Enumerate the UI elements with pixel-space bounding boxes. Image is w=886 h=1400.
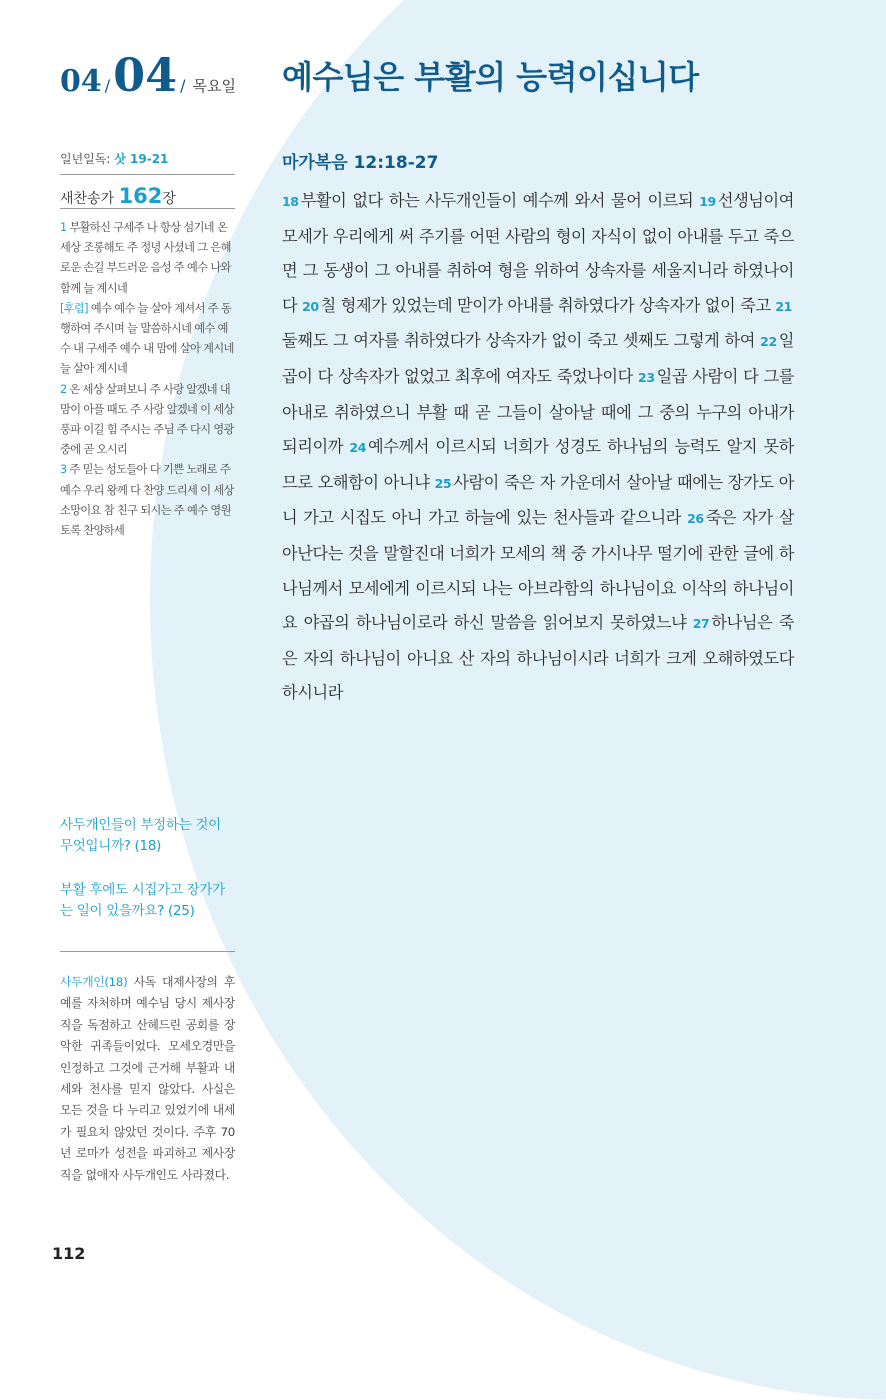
verse-text: 예수께서 이르시되 너희가 성경도 하나님의 능력도 알지 못하므로 오해함이 아니냐 — [282, 437, 794, 492]
verse-number: 26 — [687, 511, 704, 527]
scripture-passage — [282, 184, 794, 711]
verse-number: 21 — [775, 298, 792, 314]
verse-number: 20 — [302, 298, 319, 314]
verse-text: 하나님은 죽은 자의 하나님이 아니요 산 자의 하나님이시라 너희가 크게 오해하였도다 하시니라 — [282, 613, 794, 703]
verse-number: 24 — [349, 440, 366, 456]
verse-text: 죽은 자가 살아난다는 것을 말할진대 너희가 모세의 책 중 가시나무 떨기에 관한 글에 하나님께서 모세에게 이르시되 나는 아브라함의 하나님이요 이삭의 하나님이요 야곱의 하나님이로라 하신 말씀을 읽어보지 못하였느냐 — [282, 508, 795, 633]
divider — [60, 951, 235, 952]
date-weekday: 목요일 — [192, 77, 237, 95]
question: 부활 후에도 시집가고 장가가는 일이 있을까요? (25) — [60, 882, 225, 919]
date-separator: / — [104, 76, 111, 95]
verse-text: 부활이 없다 하는 사두개인들이 예수께 와서 물어 이르되 — [300, 191, 694, 210]
divider — [60, 174, 235, 175]
hymn-label: 새찬송가 — [60, 191, 115, 207]
hymn-title — [60, 184, 235, 208]
scripture-text — [282, 184, 794, 711]
verse-number: 18 — [282, 194, 299, 209]
hymn-verse-text: 온 세상 살펴보니 주 사랑 알겠네 내 맘이 아플 때도 주 사랑 알겠네 이 세상 풍파 이길 힘 주시는 주님 주 다시 영광 중에 곧 오시리 — [60, 382, 234, 457]
page-title: 예수님은 부활의 능력이십니다 — [282, 58, 699, 96]
verse-text: 일곱이 다 상속자가 없었고 최후에 여자도 죽었나이다 — [282, 331, 794, 386]
date-day: 04 — [113, 48, 178, 102]
hymn-number: 162 — [118, 184, 163, 208]
verse-text: 선생님이여 모세가 우리에게 써 주기를 어떤 사람의 형이 자식이 없이 아내를 두고 죽으면 그 동생이 그 아내를 취하여 형을 위하여 상속자를 세울지니라 하였나이다 — [282, 191, 795, 315]
verse-number: 23 — [638, 369, 655, 385]
verse-text: 칠 형제가 있었는데 맏이가 아내를 취하였다가 상속자가 없이 죽고 — [320, 295, 771, 315]
verse-number: 25 — [434, 475, 452, 491]
hymn-verse — [60, 460, 235, 541]
glossary-text: 사독 대제사장의 후예를 자처하며 예수님 당시 제사장직을 독점하고 산헤드린 공회를 장악한 귀족들이었다. 모세오경만을 인정하고 그것에 근거해 부활과 내세와 천사를 믿지 않았다. 사실은 모든 것을 다 누리고 있었기에 내세가 필요치 않았던 것이다. 주후 70년 로마가 성전을 파괴하고 제사장직을 없애자 사두개인도 사라졌다. — [60, 975, 236, 1182]
verse-number: 22 — [760, 334, 777, 350]
hymn-verse-text: 예수 예수 늘 살아 계셔서 주 동행하여 주시며 늘 말씀하시네 예수 예수 내 구세주 예수 내 맘에 살아 계시네 늘 살아 계시네 — [60, 301, 234, 376]
glossary-term: 사두개인(18) — [60, 975, 128, 989]
date-separator: / — [180, 76, 186, 95]
hymn-verse-number: 3 — [60, 463, 67, 477]
hymn-verse — [60, 299, 235, 380]
question: 사두개인들이 부정하는 것이 무엇입니까? (18) — [60, 817, 221, 854]
verse-text: 사람이 죽은 자 가운데서 살아날 때에는 장가도 아니 가고 시집도 아니 가고 하늘에 있는 천사들과 같으니라 — [282, 472, 794, 528]
verse-text: 둘째도 그 여자를 취하였다가 상속자가 없이 죽고 셋째도 그렇게 하여 — [282, 331, 755, 351]
glossary-note — [60, 972, 235, 1186]
hymn-lyrics — [60, 218, 235, 541]
hymn-verse — [60, 380, 235, 461]
scripture-reference: 마가복음 12:18-27 — [282, 153, 439, 173]
hymn-suffix: 장 — [162, 191, 176, 207]
annual-reading-label: 일년일독: — [60, 152, 111, 166]
verse-text: 일곱 사람이 다 그를 아내로 취하였으니 부활 때 곧 그들이 살아날 때에 그 중의 누구의 아내가 되리이까 — [282, 366, 795, 457]
verse-number: 27 — [692, 616, 710, 632]
hymn-verse-number: 2 — [60, 382, 67, 396]
date-header — [60, 48, 236, 102]
date-month: 04 — [60, 64, 102, 99]
annual-reading — [60, 150, 235, 167]
annual-reading-ref: 삿 19-21 — [114, 152, 169, 166]
page-number: 112 — [52, 1244, 86, 1263]
verse-number: 19 — [699, 194, 716, 209]
hymn-verse-number: 1 — [60, 221, 67, 234]
hymn-verse — [60, 218, 235, 299]
divider — [60, 208, 235, 209]
hymn-verse-text: 부활하신 구세주 나 항상 섬기네 온 세상 조롱해도 주 정녕 사셨네 그 은혜로운 손길 부드러운 음성 주 예수 나와 함께 늘 계시네 — [60, 221, 231, 295]
hymn-verse-number: [후렴] — [60, 301, 88, 315]
hymn-verse-text: 주 믿는 성도들아 다 기쁜 노래로 주 예수 우리 왕께 다 찬양 드리세 이 세상 소망이요 참 친구 되시는 주 예수 영원토록 찬양하세 — [60, 463, 234, 538]
